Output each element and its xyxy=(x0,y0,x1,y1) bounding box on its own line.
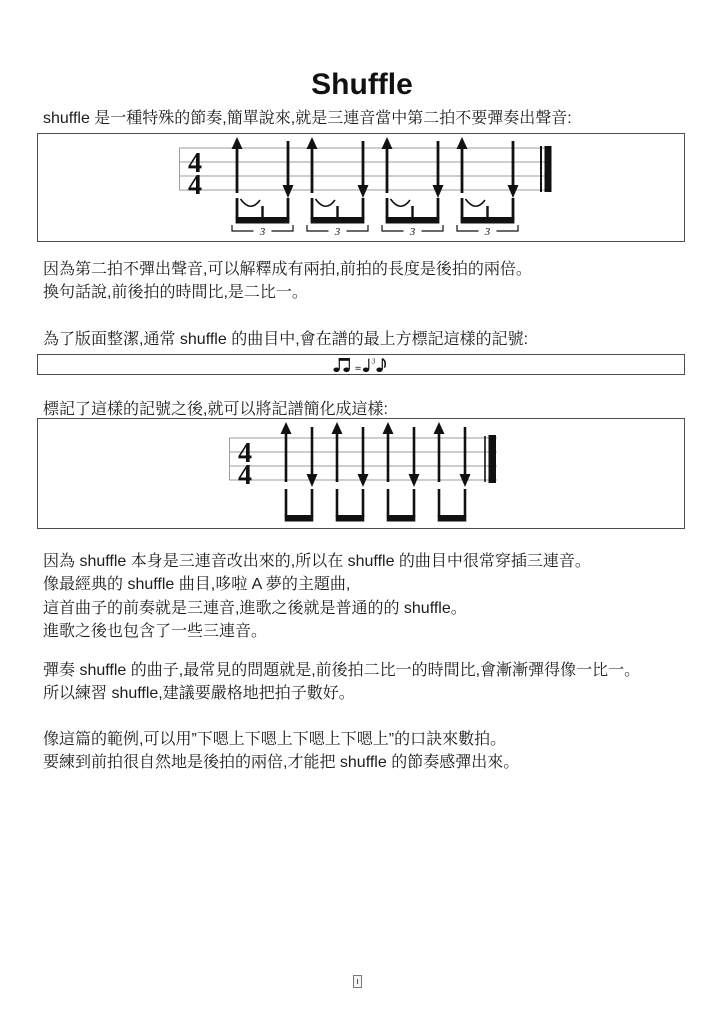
missing-glyph-box xyxy=(353,975,362,988)
intro-line: shuffle 是一種特殊的節奏,簡單說來,就是三連音當中第二拍不要彈奏出聲音: xyxy=(43,110,572,127)
body-paragraph-1 xyxy=(43,550,591,644)
equals-sign: = xyxy=(354,364,362,374)
explain-line-1: 因為第二拍不彈出聲音,可以解釋成有兩拍,前拍的長度是後拍的兩倍。 xyxy=(43,261,532,278)
body-paragraph-2 xyxy=(43,659,640,706)
notehead xyxy=(376,368,382,373)
pair-group-2 xyxy=(332,422,369,522)
intro-paragraph xyxy=(43,107,572,130)
mark-intro-paragraph xyxy=(43,328,528,351)
triplet-quarter-eighth-icon xyxy=(363,358,385,373)
body-paragraph-3 xyxy=(43,728,519,775)
pair-group-3 xyxy=(383,422,420,522)
triplet-group-3 xyxy=(382,137,444,238)
final-barline-thick xyxy=(489,435,497,483)
triplet-number: 3 xyxy=(371,357,376,366)
pair-group-1 xyxy=(281,422,318,522)
simplify-intro-line: 標記了這樣的記號之後,就可以將記譜簡化成這樣: xyxy=(43,401,388,418)
final-barline-thick xyxy=(545,146,552,192)
body1-line-1: 因為 shuffle 本身是三連音改出來的,所以在 shuffle 的曲目中很常穿插三連音。 xyxy=(43,553,591,570)
body1-line-3: 這首曲子的前奏就是三連音,進歌之後就是普通的的 shuffle。 xyxy=(43,599,467,617)
triplet-group-2 xyxy=(307,137,369,238)
body2-line-1: 彈奏 shuffle 的曲子,最常見的問題就是,前後拍二比一的時間比,會漸漸彈得像一比一。 xyxy=(43,662,641,679)
explain-line-2: 換句話說,前後拍的時間比,是二比一。 xyxy=(43,284,308,302)
notehead xyxy=(343,368,349,373)
notehead xyxy=(333,368,339,373)
body1-line-2: 像最經典的 shuffle 曲目,哆啦 A 夢的主題曲, xyxy=(43,576,351,594)
staff xyxy=(179,148,550,190)
simplified-score-svg xyxy=(38,419,684,528)
missing-glyph-mark xyxy=(357,979,358,984)
triplet-score-svg: 3 4 4 xyxy=(38,134,684,241)
score-figure-full xyxy=(37,133,685,242)
shuffle-mark-svg xyxy=(330,355,392,374)
time-signature-top: 4 xyxy=(238,438,252,469)
time-signature-bottom: 4 xyxy=(238,460,252,491)
score-figure-simplified xyxy=(37,418,685,529)
triplet-group-4 xyxy=(457,137,519,238)
triplet-group-1 xyxy=(232,137,294,238)
explain-paragraph xyxy=(43,258,532,305)
mark-intro-line: 為了版面整潔,通常 shuffle 的曲目中,會在譜的最上方標記這樣的記號: xyxy=(43,331,529,348)
time-signature-top: 4 xyxy=(188,148,202,179)
body2-line-2: 所以練習 shuffle,建議要嚴格地把拍子數好。 xyxy=(43,685,355,703)
shuffle-mark-figure xyxy=(37,354,685,375)
notehead xyxy=(363,368,369,373)
page-title: Shuffle xyxy=(311,68,413,102)
note-beam xyxy=(339,358,350,361)
time-signature-bottom: 4 xyxy=(188,170,202,201)
beamed-eighth-notes-icon xyxy=(333,358,350,372)
final-barline xyxy=(485,435,496,483)
final-barline xyxy=(541,146,552,192)
pair-group-4 xyxy=(434,422,471,522)
body1-line-4: 進歌之後也包含了一些三連音。 xyxy=(43,623,268,641)
body3-line-2: 要練到前拍很自然地是後拍的兩倍,才能把 shuffle 的節奏感彈出來。 xyxy=(43,754,520,772)
body3-line-1: 像這篇的範例,可以用”下嗯上下嗯上下嗯上下嗯上”的口訣來數拍。 xyxy=(43,731,507,748)
